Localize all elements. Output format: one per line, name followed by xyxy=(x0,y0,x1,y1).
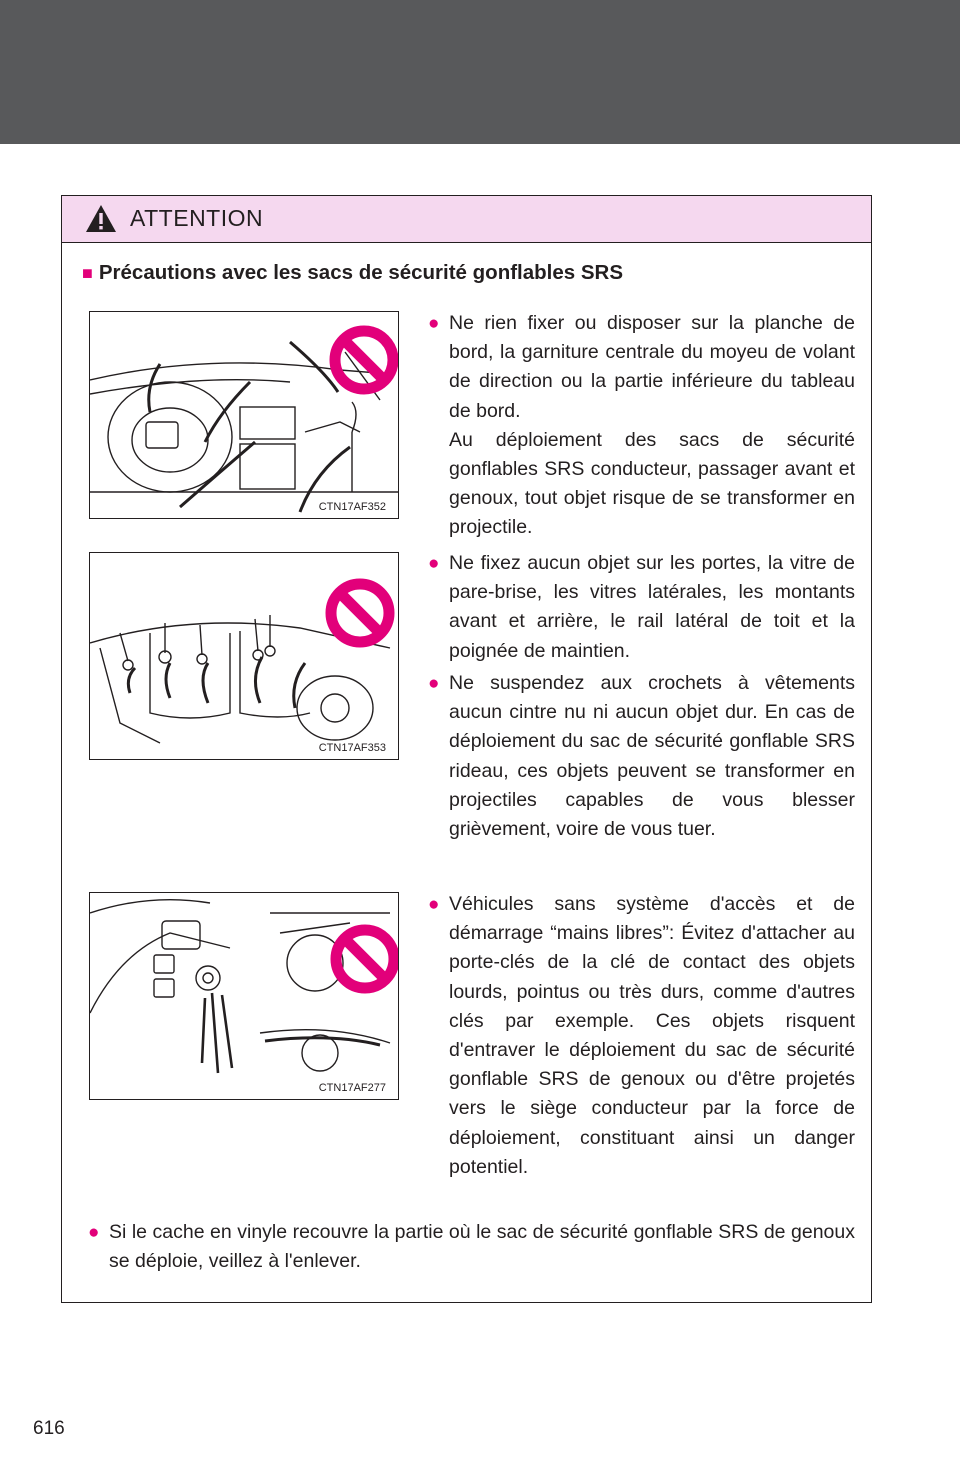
dashboard-illustration xyxy=(90,312,399,519)
page-number: 616 xyxy=(33,1418,65,1439)
bullet-dot-icon: ● xyxy=(428,673,440,694)
figure-code: CTN17AF277 xyxy=(318,1082,386,1094)
bullet-item: ● Ne fixez aucun objet sur les portes, la vitre de pare-brise, les vitres latérales, les montants avant et arrière, le rail latéral de toit et la poignée de maintien. xyxy=(449,549,855,666)
figure-key-ring xyxy=(89,892,399,1100)
figure-code: CTN17AF353 xyxy=(318,742,386,754)
bullet-item: ● Si le cache en vinyle recouvre la partie où le sac de sécurité gonflable SRS de genoux se déploie, veillez à l'enlever. xyxy=(109,1218,855,1276)
bullet-dot-icon: ● xyxy=(88,1222,100,1243)
bullet-dot-icon: ● xyxy=(428,313,440,334)
page-top-band xyxy=(0,0,960,144)
key-ring-illustration xyxy=(90,893,399,1100)
attention-header xyxy=(62,196,871,243)
bullet-item: ● Ne suspendez aux crochets à vêtements aucun cintre nu ni aucun objet dur. En cas de déploiement du sac de sécurité gonflable SRS rideau, ces objets peuvent se transformer en projectiles capables de vous blesser grièvement, voire de vous tuer. xyxy=(449,669,855,844)
figure-dashboard xyxy=(89,311,399,519)
figure-cabin-hooks xyxy=(89,552,399,760)
attention-box xyxy=(61,195,872,1303)
attention-title: ATTENTION xyxy=(130,205,264,231)
figure-code: CTN17AF352 xyxy=(318,501,386,513)
square-bullet-icon: ■ xyxy=(82,263,93,283)
bullet-dot-icon: ● xyxy=(428,894,440,915)
bullet-item: ● Véhicules sans système d'accès et de démarrage “mains libres”: Évitez d'attacher au porte-clés de la clé de contact des objets lourds, pointus ou très durs, comme d'autres clés par exemple. Ces objets risquent d'entraver le déploiement du sac de sécurité gonflable SRS de genoux ou d'être projetés vers le siège conducteur par la force de déploiement, constituant ainsi un danger potentiel. xyxy=(449,890,855,1182)
bullet-item: ● Ne rien fixer ou disposer sur la planche de bord, la garniture centrale du moyeu de volant de direction ou la partie inférieure du tableau de bord. Au déploiement des sacs de sécurité gonflables SRS conducteur, passager avant et genoux, tout objet risque de se transformer en projectile. xyxy=(449,309,855,543)
warning-triangle-icon xyxy=(84,203,118,234)
section-heading: ■ Précautions avec les sacs de sécurité gonflables SRS xyxy=(82,261,624,284)
cabin-hooks-illustration xyxy=(90,553,399,760)
bullet-dot-icon: ● xyxy=(428,553,440,574)
